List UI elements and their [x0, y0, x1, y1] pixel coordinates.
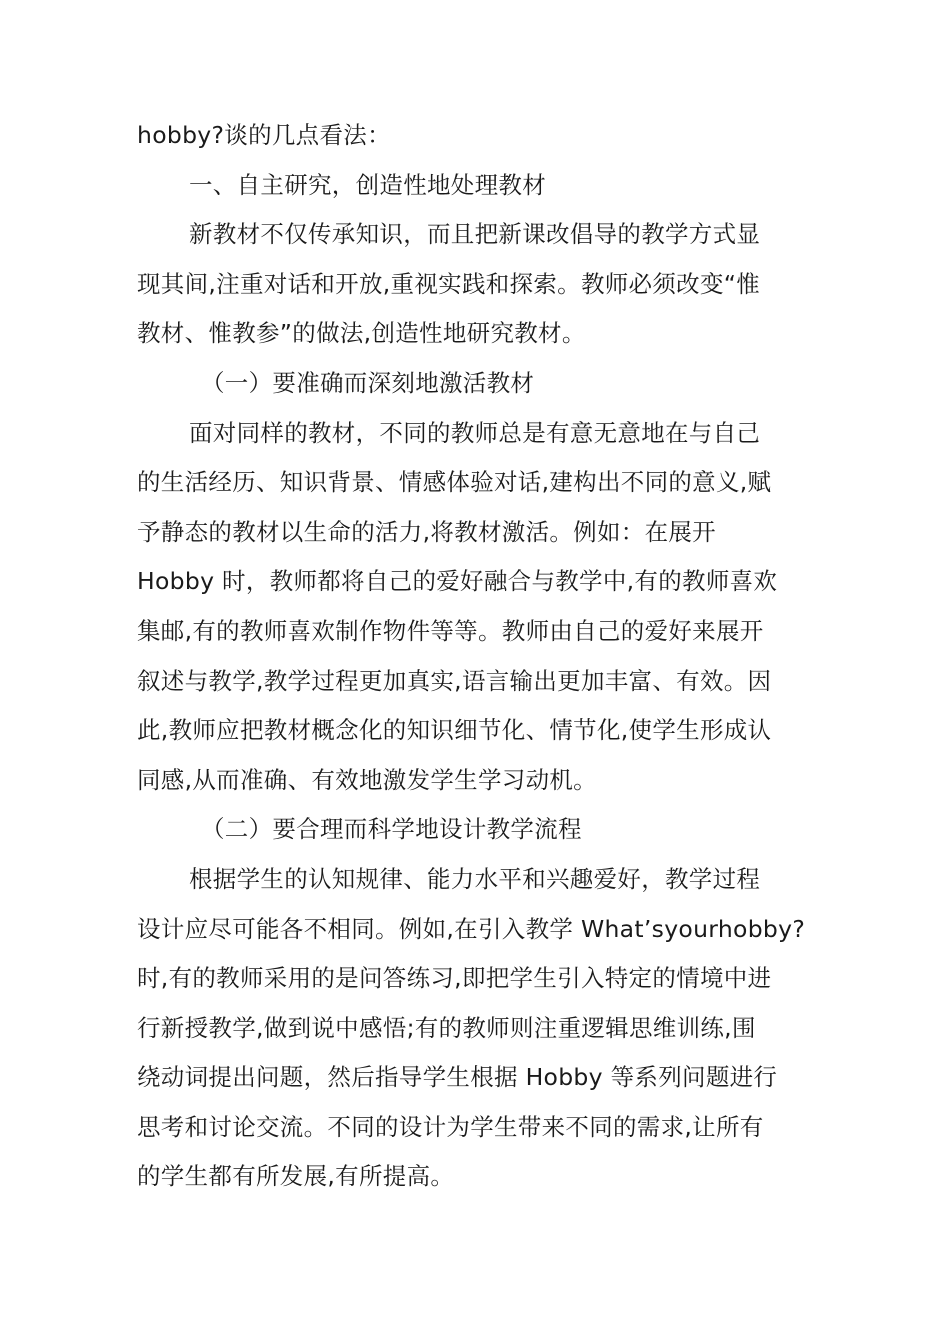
paragraph-line: 新教材不仅传承知识，而且把新课改倡导的教学方式显 [189, 220, 761, 249]
paragraph-line: 此,教师应把教材概念化的知识细节化、情节化,使学生形成认 [137, 716, 772, 745]
paragraph-line: 予静态的教材以生命的活力,将教材激活。例如：在展开 [137, 517, 716, 546]
paragraph-line: 面对同样的教材，不同的教师总是有意无意地在与自己 [189, 418, 761, 447]
paragraph-line: 时,有的教师采用的是问答练习,即把学生引入特定的情境中进 [137, 964, 772, 993]
paragraph-line: 现其间,注重对话和开放,重视实践和探索。教师必须改变“惟 [137, 269, 761, 298]
paragraph-line: 设计应尽可能各不相同。例如,在引入教学 What’syourhobby? [137, 914, 806, 943]
paragraph-line: 思考和讨论交流。不同的设计为学生带来不同的需求,让所有 [137, 1112, 764, 1141]
paragraph-line: 同感,从而准确、有效地激发学生学习动机。 [137, 765, 597, 794]
paragraph-line: 的生活经历、知识背景、情感体验对话,建构出不同的意义,赋 [137, 468, 772, 497]
document-body [137, 111, 817, 1202]
paragraph-line: 集邮,有的教师喜欢制作物件等等。教师由自己的爱好来展开 [137, 616, 764, 645]
paragraph-line: 叙述与教学,教学过程更加真实,语言输出更加丰富、有效。因 [137, 666, 772, 695]
paragraph-line: 行新授教学,做到说中感悟;有的教师则注重逻辑思维训练,围 [137, 1013, 756, 1042]
section-heading: 一、自主研究，创造性地处理教材 [189, 170, 546, 199]
paragraph-line: Hobby 时，教师都将自己的爱好融合与教学中,有的教师喜欢 [137, 567, 778, 596]
subsection-heading: （一）要准确而深刻地激活教材 [201, 368, 535, 397]
paragraph-line: 根据学生的认知规律、能力水平和兴趣爱好，教学过程 [189, 864, 761, 893]
subsection-heading: （二）要合理而科学地设计教学流程 [201, 815, 582, 844]
paragraph-line: 的学生都有所发展,有所提高。 [137, 1162, 455, 1191]
paragraph-line: 教材、惟教参”的做法,创造性地研究教材。 [137, 319, 586, 348]
text-line: hobby?谈的几点看法： [137, 121, 391, 149]
paragraph-line: 绕动词提出问题，然后指导学生根据 Hobby 等系列问题进行 [137, 1063, 778, 1092]
